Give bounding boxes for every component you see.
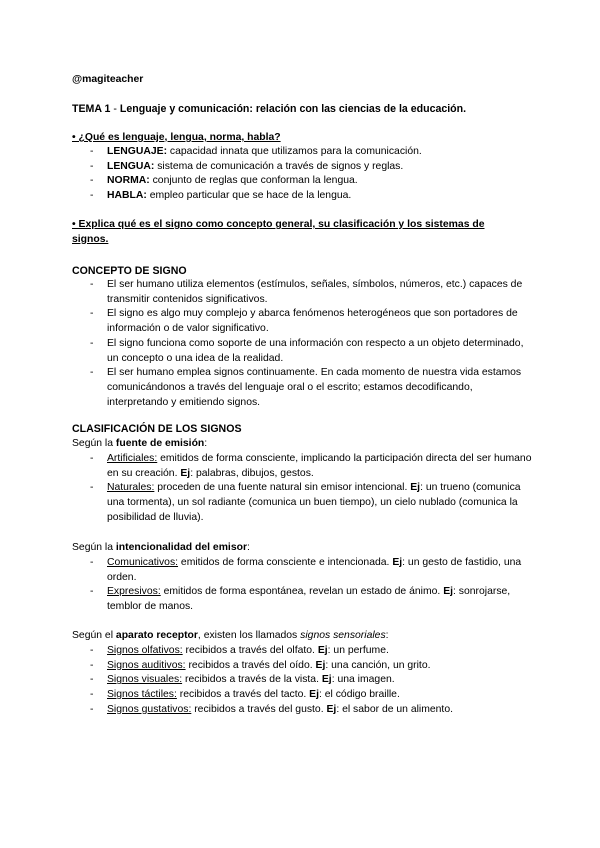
clasificacion-heading: CLASIFICACIÓN DE LOS SIGNOS [72, 423, 242, 435]
list-item: - LENGUA: sistema de comunicación a través de signos y reglas. [72, 160, 522, 175]
list-item: - Naturales: proceden de una fuente natural sin emisor intencional. Ej: un trueno (comunica una tormenta), un sol radiante (comunica un buen tiempo), un cielo nublado (comunica la posibilidad de lluvia). [72, 481, 532, 525]
list-item: - Signos táctiles: recibidos a través del tacto. Ej: el código braille. [72, 688, 532, 703]
list-item: - HABLA: empleo particular que se hace de la lengua. [72, 189, 522, 204]
list-item: - El ser humano utiliza elementos (estímulos, señales, símbolos, números, etc.) capaces de transmitir contenidos significativos. [72, 278, 532, 307]
list-item: - Signos gustativos: recibidos a través del gusto. Ej: el sabor de un alimento. [72, 703, 532, 718]
list-item: - Signos visuales: recibidos a través de la vista. Ej: una imagen. [72, 673, 532, 688]
question-1-heading: • ¿Qué es lenguaje, lengua, norma, habla? [72, 132, 281, 143]
list-item: - El signo es algo muy complejo y abarca fenómenos heterogéneos que son portadores de información o de valor significativo. [72, 307, 532, 336]
aparato-list [72, 644, 532, 718]
fuente-list [72, 452, 532, 526]
list-item: - LENGUAJE: capacidad innata que utilizamos para la comunicación. [72, 145, 522, 160]
concepto-list [72, 278, 532, 410]
tema-title: TEMA 1 - Lenguaje y comunicación: relación con las ciencias de la educación. [72, 103, 467, 115]
author-handle: @magiteacher [72, 74, 144, 85]
intencionalidad-intro: Según la intencionalidad del emisor: [72, 542, 250, 553]
question-2-heading: • Explica qué es el signo como concepto general, su clasificación y los sistemas de signos. [72, 219, 485, 245]
concepto-heading: CONCEPTO DE SIGNO [72, 265, 187, 277]
list-item: - Signos auditivos: recibidos a través del oído. Ej: una canción, un grito. [72, 659, 532, 674]
list-item: - Artificiales: emitidos de forma consciente, implicando la participación directa del ser humano en su creación. Ej: palabras, dibujos, gestos. [72, 452, 532, 481]
list-item: - Comunicativos: emitidos de forma consciente e intencionada. Ej: un gesto de fastidio, una orden. [72, 556, 532, 585]
list-item: - Expresivos: emitidos de forma espontánea, revelan un estado de ánimo. Ej: sonrojarse, temblor de manos. [72, 585, 532, 614]
list-item: - El ser humano emplea signos continuamente. En cada momento de nuestra vida estamos comunicándonos a través del lenguaje oral o el escrito; estamos decodificando, interpretando y emitiendo signos. [72, 366, 532, 410]
definitions-list [72, 145, 522, 204]
list-item: - El signo funciona como soporte de una información con respecto a un objeto determinado, un concepto o una idea de la realidad. [72, 337, 532, 366]
list-item: - Signos olfativos: recibidos a través del olfato. Ej: un perfume. [72, 644, 532, 659]
aparato-intro: Según el aparato receptor, existen los llamados signos sensoriales: [72, 630, 389, 641]
intencionalidad-list [72, 556, 532, 615]
list-item: - NORMA: conjunto de reglas que conforman la lengua. [72, 174, 522, 189]
fuente-intro: Según la fuente de emisión: [72, 438, 208, 449]
